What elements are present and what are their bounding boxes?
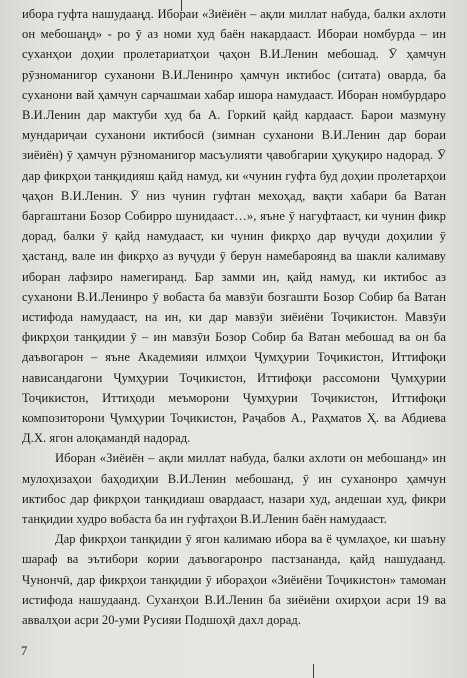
page-number: 7: [21, 644, 28, 658]
paragraph-1: ибора гуфта нашудааңд. Ибораи «Зиёиён – ақли миллат набуда, балки ахлоти он мебошаңд» - ро ӯ аз номи худ баён накардааст. Ибораи номбурда – ин суханҳои доҳии пролетариатҳои ҷаҳон В.И.Ленин мебошад. Ӯ ҳамчун рӯзноманигор суханони В.И.Ленинро ҳамчун иктибос (ситата) оварда, ба суханони вай ҳамчун сарчашмаи хабар ишора намудааст. Иборан номбурдаро В.И.Ленин дар мактуби худ ба А. Горкий қайд кардааст. Барои мазмуну мундариҷаи суханони иктибосӣ (зимнан суханони В.И.Ленин дар бораи зиёиён) ӯ ҳамчун рӯзноманигор масъулияти ҷавобгарии ҳуқуқиро надорад. Ӯ дар фикрҳои танқидияш қайд намуд, ки «чунин гуфта буд доҳии пролетарҳои ҷаҳон В.И.Ленин. Ӯ низ чунин гуфтан мехоҳад, вақти хабари ба Ватан баргаштани Бозор Собирро шунидааст…», яъне ӯ нагуфтааст, ки чунин фикр дорад, балки ӯ қайд намудааст, ки чунин фикрҳо дар вуҷуди доҳилии ӯ ҳастанд, вале ин фикрҳо аз вуҷуди ӯ берун намебароянд ва шакли калимаву иборан лафзиро намегиранд. Бар замми ин, қайд намуд, ки иктибос аз суханони В.И.Ленинро ӯ вобаста ба мавзӯи бозгашти Бозор Собир ба Ватан истифода намудааст, на ин, ки дар мавзӯи зиёиёни Тоҷикистон. Мавзӯи фикрҳои танқидии ӯ – ин мавзӯи Бозор Собир ба Ватан мебошад ва он ба даъвогарон – яъне Академияи илмҳои Ҷумҳурии Тоҷикистон, Иттифоқи нависандагони Ҷумҳурии Тоҷикистон, Иттифоқи рассомони Ҷумҳурии Тоҷикистон, Иттиҳоди меъморони Ҷумҳурии Тоҷикистон, Иттифоқи композиторони Ҷумҳурии Тоҷикистон, Раҷабов А., Раҳматов Ҳ. ва Абдиева Д.Х. ягон алоқамандӣ надорад.: [22, 7, 446, 446]
paragraph-3: Дар фикрҳои танқидии ӯ ягон калимаю ибора ва ё ҷумлаҳое, ки шаъну шараф ва эътибори кории даъвогаронро пастзананда, қайд нашудаанд. Чунончӣ, дар фикрҳои танқидии ӯ ибораҳои «Зиёиёни Тоҷикистон» тамоман истифода нашудаанд. Суханҳои В.И.Ленин ба зиёиёни охирҳои асри 19 ва аввалҳои асри 20-уми Русияи Подшоҳӣ дахл дорад.: [22, 532, 446, 628]
paragraph-2: Иборан «Зиёиён – ақли миллат набуда, балки ахлоти он мебошанд» ин мулоҳизаҳои баҳодиҳии В.И.Ленин мебошанд, ӯ ин суханонро ҳамчун иктибос дар фикрҳои танқидиаш овардааст, назари худ, андешаи худ, фикри танқидии худро вобаста ба ин гуфтаҳои В.И.Ленин баён намудааст.: [22, 451, 446, 527]
scan-artifact-mark: [313, 664, 314, 678]
body-text: [22, 4, 446, 630]
